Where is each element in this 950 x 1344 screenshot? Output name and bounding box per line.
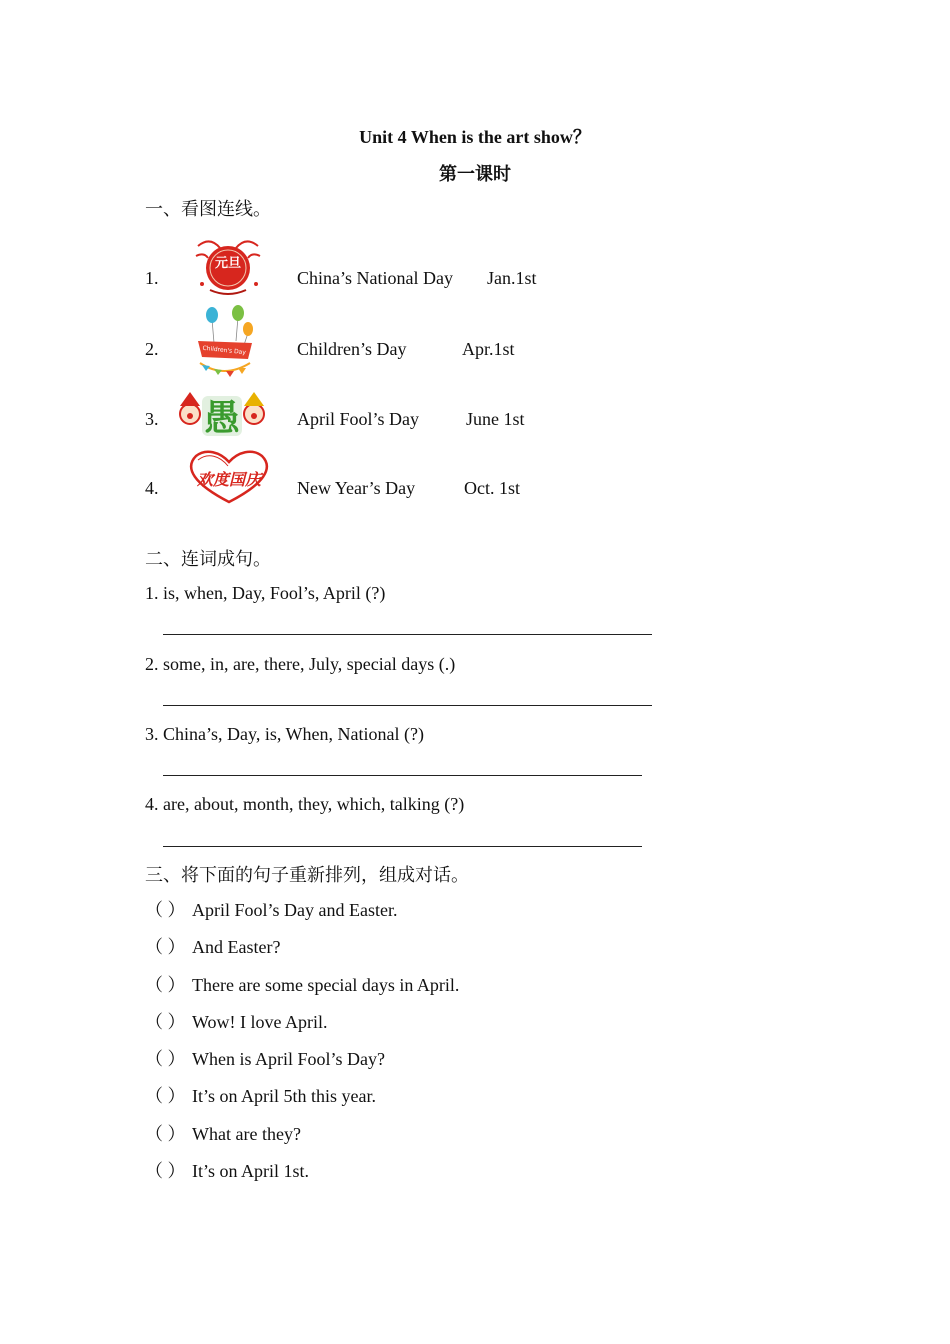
order-blank[interactable]: （ ） [145,1049,186,1069]
dialogue-line: Wow! I love April. [192,1012,328,1032]
dialogue-line: There are some special days in April. [192,975,460,995]
scrambled-sentence: 4. are, about, month, they, which, talking (?) [145,794,465,814]
holiday-date: Jan.1st [487,268,537,288]
order-blank[interactable]: （ ） [145,1124,186,1144]
icon-caption: 欢度国庆 [196,470,262,489]
dialogue-line: What are they? [192,1124,301,1144]
order-blank[interactable]: （ ） [145,937,186,957]
answer-line[interactable] [163,705,652,706]
order-blank[interactable]: （ ） [145,1086,186,1106]
order-blank[interactable]: （ ） [145,975,186,995]
holiday-name: New Year’s Day [297,478,416,498]
scrambled-sentence: 1. is, when, Day, Fool’s, April (?) [145,583,386,603]
holiday-name: China’s National Day [297,268,453,288]
holiday-name: April Fool’s Day [297,409,420,429]
section2-heading: 二、连词成句。 [145,549,271,569]
childrens-day-balloons-icon [190,305,260,379]
answer-line[interactable] [163,775,642,776]
holiday-date: June 1st [466,409,525,429]
icon-caption: Children's Day [202,344,247,357]
dialogue-line: It’s on April 5th this year. [192,1086,376,1106]
april-fool-clowns-icon [176,390,268,440]
match-row-number: 3. [145,409,159,429]
order-blank[interactable]: （ ） [145,1012,186,1032]
section3-heading: 三、将下面的句子重新排列，组成对话。 [145,865,469,885]
order-blank[interactable]: （ ） [145,900,186,920]
holiday-name: Children’s Day [297,339,407,359]
holiday-date: Apr.1st [462,339,515,359]
scrambled-sentence: 2. some, in, are, there, July, special days (.) [145,654,456,674]
dialogue-line: When is April Fool’s Day? [192,1049,385,1069]
dialogue-line: It’s on April 1st. [192,1161,310,1181]
national-day-heart-icon [184,448,274,506]
icon-caption: 愚 [203,398,241,439]
dialogue-line: And Easter? [192,937,281,957]
new-year-lantern-icon [190,236,266,298]
lesson-subtitle: 第一课时 [439,164,511,184]
answer-line[interactable] [163,634,652,635]
holiday-date: Oct. 1st [464,478,520,498]
match-row-number: 1. [145,268,159,288]
answer-line[interactable] [163,846,642,847]
section1-heading: 一、看图连线。 [145,199,271,219]
dialogue-line: April Fool’s Day and Easter. [192,900,398,920]
match-row-number: 4. [145,478,159,498]
order-blank[interactable]: （ ） [145,1161,186,1181]
page-title: Unit 4 When is the art show？ [359,127,591,147]
match-row-number: 2. [145,339,159,359]
scrambled-sentence: 3. China’s, Day, is, When, National (?) [145,724,424,744]
icon-caption: 元旦 [214,256,242,271]
